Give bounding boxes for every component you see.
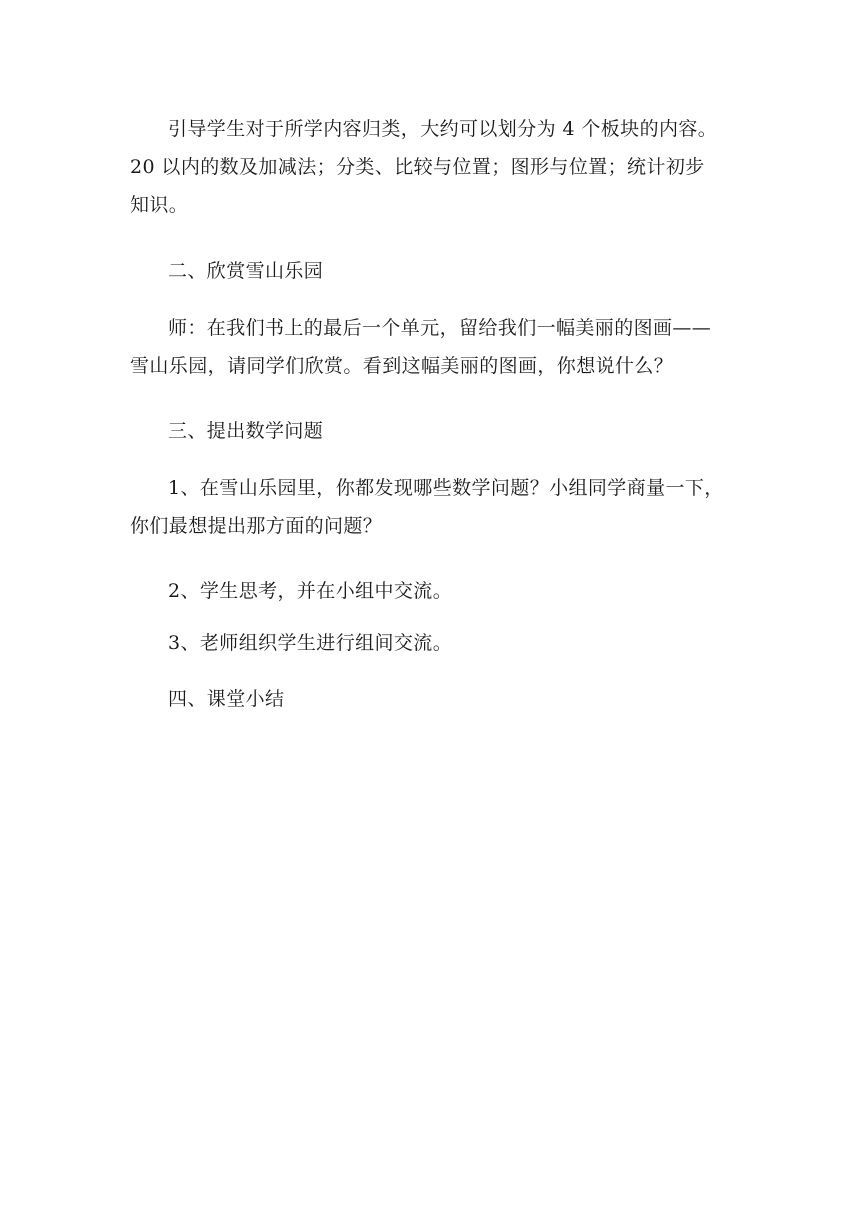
paragraph-step-1 — [130, 469, 730, 545]
paragraph-step-2 — [130, 572, 730, 610]
section-heading-3 — [130, 412, 730, 450]
text-line: 雪山乐园，请同学们欣赏。看到这幅美丽的图画，你想说什么？ — [130, 355, 674, 377]
paragraph-teacher — [130, 309, 730, 385]
heading-text: 三、提出数学问题 — [168, 420, 324, 442]
section-heading-2 — [130, 252, 730, 290]
heading-text: 四、课堂小结 — [168, 688, 285, 710]
text-line: 你们最想提出那方面的问题？ — [130, 515, 383, 537]
text-line: 引导学生对于所学内容归类，大约可以划分为 4 个板块的内容。 — [168, 118, 718, 140]
section-heading-4 — [130, 680, 730, 718]
text-line: 1、在雪山乐园里，你都发现哪些数学问题？小组同学商量一下， — [168, 477, 724, 499]
text-line: 3、老师组织学生进行组间交流。 — [168, 632, 453, 654]
text-line: 2、学生思考，并在小组中交流。 — [168, 580, 453, 602]
text-line: 师：在我们书上的最后一个单元，留给我们一幅美丽的图画—— — [168, 317, 712, 339]
text-line: 20 以内的数及加减法；分类、比较与位置；图形与位置；统计初步 — [130, 156, 705, 178]
text-line: 知识。 — [130, 194, 189, 216]
paragraph-step-3 — [130, 624, 730, 662]
paragraph-intro — [130, 110, 730, 224]
heading-text: 二、欣赏雪山乐园 — [168, 260, 324, 282]
